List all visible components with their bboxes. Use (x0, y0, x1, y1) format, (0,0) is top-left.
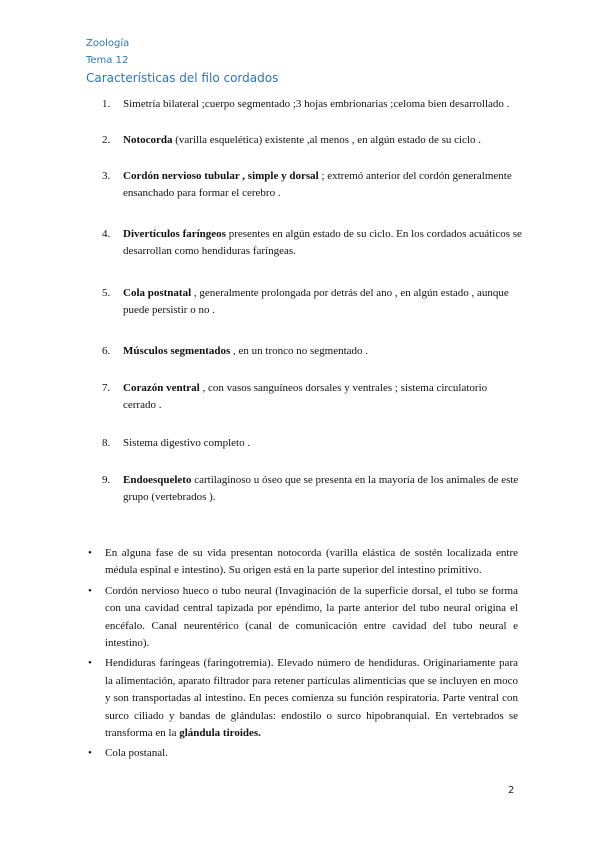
bullet-item: • En alguna fase de su vida presentan notocorda (varilla elástica de sostén localizada entre médula espinal e intestino). Su origen está en la parte superior del intestino primitivo. (88, 547, 518, 577)
list-item: 5. Cola postnatal , generalmente prolongada por detrás del ano , en algún estado , aunque puede persistir o no . (102, 287, 509, 316)
list-item: 7. Corazón ventral , con vasos sanguíneos dorsales y ventrales ; sistema circulatorio cerrado . (102, 382, 488, 411)
list-item: 3. Cordón nervioso tubular , simple y dorsal ; extremó anterior del cordón generalmente ensanchado para formar el cerebro . (102, 170, 512, 199)
bullet-item: • Cordón nervioso hueco o tubo neural (Invaginación de la superficie dorsal, el tubo se forma con una cavidad central tapizada por epéndimo, la parte anterior del tubo neural origina el encéfalo. Canal neurentérico (canal de comunicación entre cavidad del tubo neural e intestino). (88, 584, 518, 650)
characteristics-list (102, 96, 522, 506)
list-item: 4. Divertículos faríngeos presentes en algún estado de su ciclo. En los cordados acuáticos se desarrollan como hendiduras faríngeas. (102, 228, 522, 257)
bullet-item: • Hendiduras faríngeas (faringotremia). Elevado número de hendiduras. Originariamente para la alimentación, aparato filtrador para retener partículas alimenticias que se incluyen en moco y son transportadas al intestino. En peces comienza su función respiratoria. Parte ventral con surco ciliado y bandas de glándulas: endostilo o surco hipobranquial. En vertebrados se transforma en la glándula tiroides. (88, 657, 518, 740)
list-item: 2. Notocorda (varilla esquelética) existente ,al menos , en algún estado de su ciclo . (102, 134, 481, 146)
header-topic: Tema 12 (86, 55, 129, 66)
list-item: 9. Endoesqueleto cartilaginoso u óseo que se presenta en la mayoría de los animales de este grupo (vertebrados ). (102, 474, 519, 503)
list-item: 8. Sistema digestivo completo . (102, 437, 251, 449)
list-item: 1. Simetría bilateral ;cuerpo segmentado ;3 hojas embrionarias ;celoma bien desarrollado . (102, 98, 510, 110)
header-subject: Zoología (86, 38, 130, 49)
bullet-item: • Cola postanal. (88, 747, 168, 760)
list-item: 6. Músculos segmentados , en un tronco no segmentado . (102, 345, 369, 357)
bullet-list (88, 545, 518, 766)
page-number: 2 (508, 785, 515, 796)
header-title: Características del filo cordados (86, 71, 279, 85)
